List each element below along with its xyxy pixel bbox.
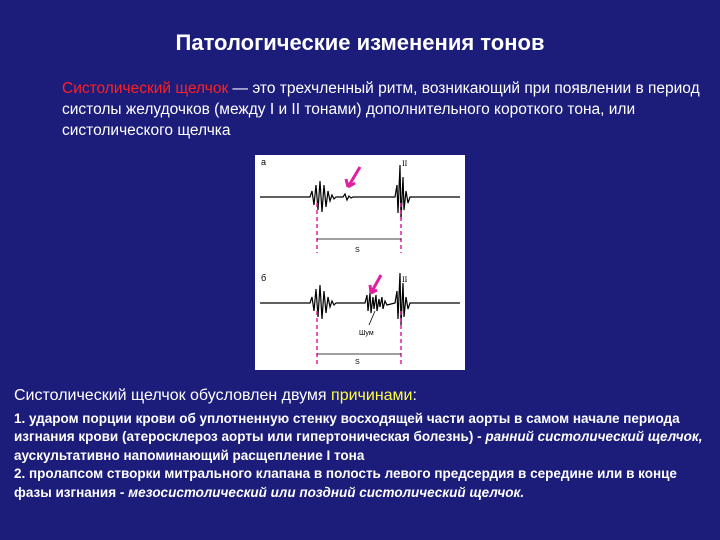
cause-item-2 [14,465,714,502]
click-arrow-a [346,167,360,187]
causes-heading-text: Систолический щелчок обусловлен двумя [14,387,332,404]
phonocardiogram-figure [255,155,465,370]
interval-label-a: S [355,247,360,254]
murmur-pointer [369,311,375,325]
click-arrow-b [370,275,381,293]
panel-a-label: а [261,157,267,167]
causes-heading-end: : [412,387,417,404]
cause-item-1 [14,410,714,465]
cause-item-1-end: аускультативно напоминающий расщепление I тона [14,447,365,463]
phonocardiogram-svg [255,155,465,370]
interval-label-b: S [355,359,360,366]
causes-section [14,386,714,502]
causes-heading-emph: причинами [331,387,413,404]
cause-item-2-term: мезосистолический или поздний систолический щелчок. [128,484,525,500]
cause-item-1-text: 1. ударом порции крови об уплотненную стенку восходящей части аорты в самом начале периода изгнания крови (атеросклероз аорты или гипертоническая болезнь) - [14,411,680,445]
causes-heading [14,386,714,406]
cause-item-2-text: 2. пролапсом створки митрального клапана в полость левого предсердия в середине или в конце фазы изгнания - [14,466,677,500]
intro-text: — это трехчленный ритм, возникающий при появлении в период систолы желудочков (между I и II тонами) дополнительного короткого тона, или систолического щелчка [62,80,700,139]
intro-paragraph [62,78,702,141]
waveform-a [260,165,460,219]
panel-b-label: б [261,273,267,283]
intro-term: Систолический щелчок [62,80,229,97]
slide-title: Патологические изменения тонов [175,30,545,55]
waveform-b [260,273,460,325]
murmur-label: Шум [359,330,374,337]
tone-ii-label-a: II [402,159,408,168]
cause-item-1-term: ранний систолический щелчок, [485,429,703,445]
tone-ii-label-b: II [402,275,408,284]
